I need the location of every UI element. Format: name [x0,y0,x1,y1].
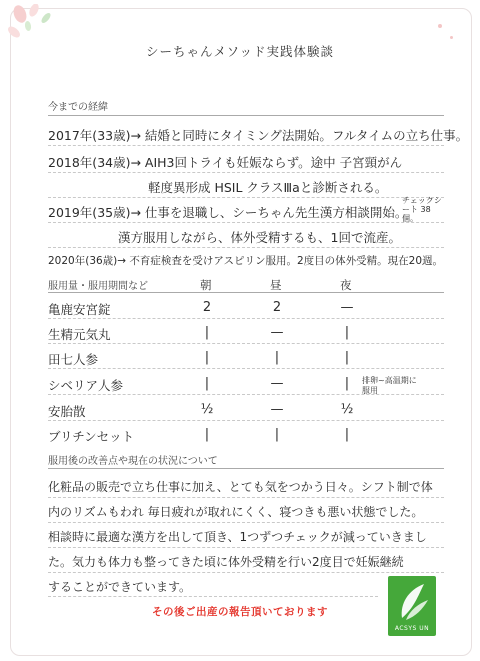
med-name: 安胎散 [48,404,86,419]
column-noon: 昼 [270,278,282,292]
section-heading-history: 今までの経緯 [48,102,108,113]
status-line: た。気力も体力も整ってきた頃に体外受精を行い2度目で妊娠継続 [48,555,404,569]
med-dose-noon: 2 [272,300,282,315]
med-dose-pm: | [344,427,350,442]
med-dose-noon: — [270,376,284,391]
section-divider [48,115,444,116]
med-dose-am: | [204,427,210,442]
med-dose-noon: | [274,350,280,365]
leaf-icon [388,578,436,624]
ruled-line [48,596,378,597]
med-dose-noon: | [274,427,280,442]
med-dose-am: 2 [202,300,212,315]
status-line: 内のリズムもわれ 毎日疲れが取れにくく、寝つきも悪い状態でした。 [48,505,424,519]
ruled-line [48,497,444,498]
page-title: シーちゃんメソッド実践体験談 [145,44,334,59]
ruled-line [48,420,444,421]
med-dose-am: | [204,350,210,365]
ruled-line [48,343,444,344]
birth-report-notice: その後ご出産の報告頂いております [152,606,328,618]
history-line: 2019年(35歳)→ 仕事を退職し、シーちゃん先生漢方相談開始。 [48,205,408,220]
med-dose-pm: ½ [340,402,354,417]
ruled-line [48,172,444,173]
med-dose-noon: — [270,402,284,417]
med-name: 亀鹿安宮錠 [48,302,111,317]
ruled-line [48,394,444,395]
history-line: 漢方服用しながら、体外受精するも、1回で流産。 [118,230,401,245]
ruled-line [48,547,444,548]
med-name: 田七人参 [48,352,99,367]
history-line: 軽度異形成 HSIL クラスⅢaと診断される。 [148,180,388,195]
med-dose-am: ½ [200,402,214,417]
column-morning: 朝 [200,278,212,292]
med-dose-pm: — [340,300,354,315]
med-dose-pm: | [344,376,350,391]
ruled-line [48,318,444,319]
med-dose-am: | [204,376,210,391]
logo-text: ACSYS UN [394,625,430,632]
deco-dot [438,24,442,28]
med-dose-pm: | [344,325,350,340]
status-line: することができています。 [48,580,192,594]
acsys-logo [388,576,436,636]
ruled-line [48,572,444,573]
med-name: シベリア人参 [48,378,124,393]
section-heading-status: 服用後の改善点や現在の状況について [48,456,218,467]
ruled-line [48,222,444,223]
med-name: 生精元気丸 [48,327,111,342]
med-dose-am: | [204,325,210,340]
section-heading-meds: 服用量・服用期間など [48,281,148,292]
column-night: 夜 [340,278,352,292]
history-line: 2018年(34歳)→ AIH3回トライも妊娠ならず。途中 子宮頸がん [48,155,403,170]
ruled-line [48,247,444,248]
meds-timing-note: 排卵~高温期に服用 [362,376,417,395]
med-dose-pm: | [344,350,350,365]
history-line: 2017年(33歳)→ 結婚と同時にタイミング法開始。フルタイムの立ち仕事。 [48,128,469,143]
ruled-line [48,522,444,523]
checksheet-note: チェックシート 38個。 [402,196,442,223]
med-name: ブリチンセット [48,429,135,444]
ruled-line [48,145,444,146]
section-divider [48,292,444,293]
status-line: 相談時に最適な漢方を出して頂き、1つずつチェックが減っていきまし [48,530,427,544]
ruled-line [48,368,444,369]
status-line: 化粧品の販売で立ち仕事に加え、とても気をつかう日々。シフト制で体 [48,480,433,494]
ruled-line [48,197,444,198]
history-line: 2020年(36歳)→ 不育症検査を受けアスピリン服用。2度目の体外受精。現在20週。 [48,255,444,267]
deco-dot [450,36,453,39]
med-dose-noon: — [270,325,284,340]
section-divider [48,468,444,469]
